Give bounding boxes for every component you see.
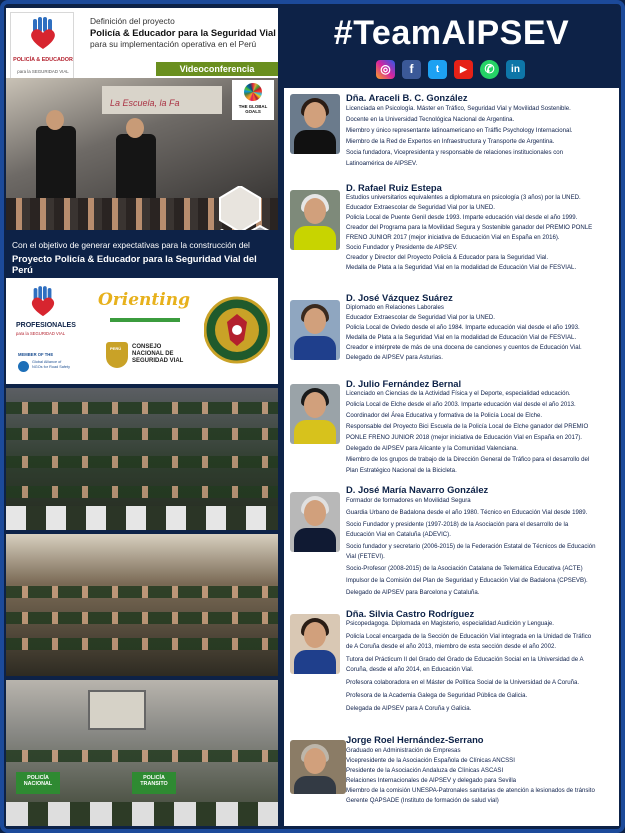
global-goals-text: THE GLOBAL GOALS [238,104,268,114]
avatar-body [294,130,336,154]
bio-name: D. Julio Fernández Bernal [346,378,462,389]
scene-banner-text: La Escuela, la Fa [110,98,180,108]
bio-line: Responsable del Proyecto Bici Escuela de la Policía Local de Elche ganador del PREMIO [346,423,589,430]
facebook-icon[interactable]: f [402,60,421,79]
bio-line: Delegado de AIPSEV para Barcelona y Cataluña. [346,589,480,596]
bio-line: Socia fundadora, Vicepresidenta y responsable de relaciones institucionales con [346,149,564,156]
avatar [290,94,340,154]
profesionales-subtitle: para la SEGURIDAD VIAL [16,331,66,336]
police-audience-photo-3 [6,680,278,826]
left-column [6,8,278,826]
alliance-name: Global Alliance of NGOs for Road Safety [32,360,70,369]
bio-line: Creador y Director del Proyecto Policía & Educador para la Seguridad Vial. [346,254,549,261]
definition-line-1: Definición del proyecto [90,16,175,26]
global-goals-wheel-icon [244,83,262,101]
bio-line: Licenciada en Psicología. Máster en Tráfico, Seguridad Vial y Movilidad Sostenible. [346,105,571,112]
bio-araceli [284,92,619,178]
instagram-icon[interactable]: ◎ [376,60,395,79]
avatar [290,492,340,552]
avatar-body [294,420,336,444]
global-goals-logo [232,80,274,120]
bio-jose-maria [284,484,619,600]
bio-line: Educador Extraescolar de Seguridad Vial por la UNED. [346,204,495,211]
avatar-body [294,776,336,794]
bio-line: Delegado de AIPSEV para Alicante y la Comunidad Valenciana. [346,445,518,452]
bio-line: Plan Estratégico Nacional de la Bicicleta. [346,467,457,474]
avatar [290,300,340,360]
youtube-icon[interactable]: ▶ [454,60,473,79]
avatar-body [294,336,336,360]
bio-line: Policía Local de Elche desde el año 2003. Imparte educación vial desde el año 2013. [346,401,576,408]
bio-line: Tutora del Prácticum II del Grado del Grado de Educación Social en la Universidad de A [346,656,584,663]
bio-name: D. José Vázquez Suárez [346,292,453,303]
bio-line: Coruña, desde el año 2014, en Educación Vial. [346,666,474,673]
bio-line: Graduado en Administración de Empresas [346,747,461,754]
vest-label-1: POLICÍA NACIONAL [16,772,60,794]
bio-line: Profesora colaboradora en el Máster de Política Social de la Universidad de A Coruña. [346,679,580,686]
officer-head [126,118,144,138]
bio-line: Licenciado en Ciencias de la Actividad Física y el Deporte, especialidad educación. [346,390,571,397]
bio-line: Impulsor de la Comisión del Plan de Seguridad y Educación Vial de Badalona (CPSEVB). [346,577,588,584]
bio-line: Psicopedagoga. Diplomada en Magisterio, especialidad Audición y Lenguaje. [346,620,555,627]
objective-band [6,234,278,275]
profesionales-hand-icon [28,286,58,318]
audience-row [6,402,278,414]
bio-line: Socio fundador y secretario (2006-2015) de la Federación Estatal de Técnicos de Educación [346,543,596,550]
bio-line: Medalla de Plata a la Seguridad Vial en la modalidad de Educación Vial de FESVIAL. [346,264,577,271]
bio-line: Educación Vial en Cataluña (ADEVIC). [346,531,451,538]
vest-label-2: POLICÍA TRANSITO [132,772,176,794]
avatar-body [294,528,336,552]
avatar-body [294,226,336,250]
logo-title: POLICÍA & EDUCADOR [13,57,73,63]
avatar [290,384,340,444]
bio-line: Policía Local encargada de la Sección de Educación Vial integrada en la Unidad de Tráfico [346,633,592,640]
bio-line: Miembro de los grupos de trabajo de la Dirección General de Tráfico para el desarrollo del [346,456,590,463]
bio-line: Socio Fundador y Presidente de AIPSEV. [346,244,458,251]
consejo-peru-label: PERÚ [110,346,122,351]
policia-nacional-emblem-icon [204,290,270,370]
speaker-head [46,110,64,130]
bio-line: Socio-Profesor (2008-2015) de la Asociación Catalana de Telemática Educativa (ACTE) [346,565,583,572]
avatar-face [304,392,326,418]
bio-line: Miembro de la comisión UNESPA-Patronales sanitarias de atención a lesionados de tránsito [346,787,595,794]
bio-line: Gerente QAPSADE (Instituto de formación de salud vial) [346,797,499,804]
avatar-face [304,102,326,128]
police-audience-photo-2 [6,534,278,676]
avatar-body [294,650,336,674]
projection-screen [88,690,146,730]
project-header-panel [6,8,278,230]
bio-line: Estudios universitarios equivalentes a diplomatura en psicología (3 años) por la UNED. [346,194,581,201]
avatar-face [304,198,326,224]
bio-jorge [284,734,619,822]
avatar [290,740,346,794]
bio-line: Miembro y único representante latinoamericano en Tráffic Psychology Internacional. [346,127,573,134]
definition-line-2: Policía & Educador para la Seguridad Vial [90,27,276,38]
logo-subtitle: para la SEGURIDAD VIAL [17,69,69,74]
bio-line: Educador Extraescolar de Seguridad Vial por la UNED. [346,314,495,321]
audience-row [6,456,278,468]
bio-line: Medalla de Plata a la Seguridad Vial en la modalidad de Educación Vial de FESVIAL. [346,334,577,341]
bio-line: Vicepresidente de la Asociación Española de Clínicas ANCSSI [346,757,515,764]
chair-row [6,802,278,826]
audience-row [6,750,278,762]
bio-line: Presidente de la Asociación Andaluza de Clínicas ASCASI [346,767,504,774]
bio-silvia [284,608,619,720]
bio-line: Policía Local de Oviedo desde el año 1984. Imparte educación vial desde el año 1993. [346,324,580,331]
bio-line: PONLE FRENO JUNIOR 2018 (mejor iniciativa de Educación Vial en España en 2017). [346,434,582,441]
police-audience-photo-1 [6,388,278,530]
audience-row [6,586,278,598]
bio-line: Creador del Programa para la Movilidad Segura y Sostenible ganador del PREMIO PONLE [346,224,593,231]
bio-name: Dña. Silvia Castro Rodríguez [346,608,475,619]
partner-logos-panel [6,278,278,384]
avatar-face [304,622,326,648]
bio-line: Diplomado en Relaciones Laborales [346,304,444,311]
alliance-globe-icon [18,361,29,372]
bio-line: de A Coruña desde el año 2013, miembro de esta sección desde el año 2002. [346,643,557,650]
avatar-face [304,500,326,526]
social-links [376,60,528,82]
linkedin-icon[interactable]: in [506,60,525,79]
bio-line: Latinoamérica de AIPSEV. [346,160,418,167]
bio-name: Jorge Roel Hernández-Serrano [346,734,484,745]
avatar [290,190,340,250]
team-panel [284,8,619,826]
bio-line: Miembro de la Red de Expertos en Infraestructura y Transporte de Argentina. [346,138,555,145]
bio-line: Coordinador del Área Educativa y formativa de la Policía Local de Elche. [346,412,543,419]
bio-line: Docente en la Universidad Tecnológica Nacional de Argentina. [346,116,515,123]
whatsapp-icon[interactable]: ✆ [480,60,499,79]
avatar-face [304,748,326,774]
bio-line: Guardia Urbano de Badalona desde el año 1980. Técnico en Educación Vial desde 1989. [346,509,588,516]
member-of-label: MEMBER OF THE [18,352,54,357]
policia-educador-logo [10,12,74,86]
bio-name: D. Rafael Ruiz Estepa [346,182,442,193]
hand-heart-icon [27,17,59,51]
bio-line: Formador de formadores en Movilidad Segura [346,497,471,504]
speaker-figure [36,126,76,206]
bio-line: Vial (FETEVI). [346,553,385,560]
chair-row [6,506,278,530]
objective-line-2: Proyecto Policía & Educador para la Seguridad Vial del Perú [12,253,257,275]
team-header [284,8,619,88]
bio-jose-vazquez [284,292,619,372]
team-hashtag: #TeamAIPSEV [333,14,570,52]
bio-rafael [284,182,619,282]
orienting-logo-text: Orienting [98,290,190,310]
bio-line: Delegado de AIPSEV para Asturias. [346,354,443,361]
audience-row [6,428,278,440]
bio-line: Policía Local de Puente Genil desde 1993. Imparte educación vial desde el año 1999. [346,214,578,221]
audience-row [6,612,278,624]
bio-line: Socio Fundador y presidente (1997-2018) de la Asociación para el desarrollo de la [346,521,569,528]
consejo-name: CONSEJO NACIONAL DE SEGURIDAD VIAL [132,344,184,364]
bio-line: Creador e intérprete de más de una docena de canciones y cuentos de Educación Vial. [346,344,582,351]
bio-line: FRENO JUNIOR 2017 (mejor iniciativa de Educación Vial en España en 2016). [346,234,560,241]
objective-line-1: Con el objetivo de generar expectativas para la construcción del [12,240,250,250]
definition-line-3: para su implementación operativa en el Perú [90,39,257,49]
avatar [290,614,340,674]
bio-name: Dña. Araceli B. C. González [346,92,468,103]
bio-line: Profesora de la Academia Galega de Seguridad Pública de Galicia. [346,692,528,699]
videoconference-label: Videoconferencia [156,62,278,76]
bio-line: Delegada de AIPSEV para A Coruña y Galicia. [346,705,472,712]
bio-line: Relaciones Internacionales de AIPSEV y delegado para Sevilla [346,777,517,784]
bio-name: D. José María Navarro González [346,484,489,495]
audience-row [6,638,278,650]
hexagon-photos [202,186,278,230]
profesionales-title: PROFESIONALES [16,322,76,329]
audience-row [6,486,278,498]
avatar-face [304,308,326,334]
orienting-underline [110,318,180,322]
bio-julio [284,378,619,486]
twitter-icon[interactable]: t [428,60,447,79]
